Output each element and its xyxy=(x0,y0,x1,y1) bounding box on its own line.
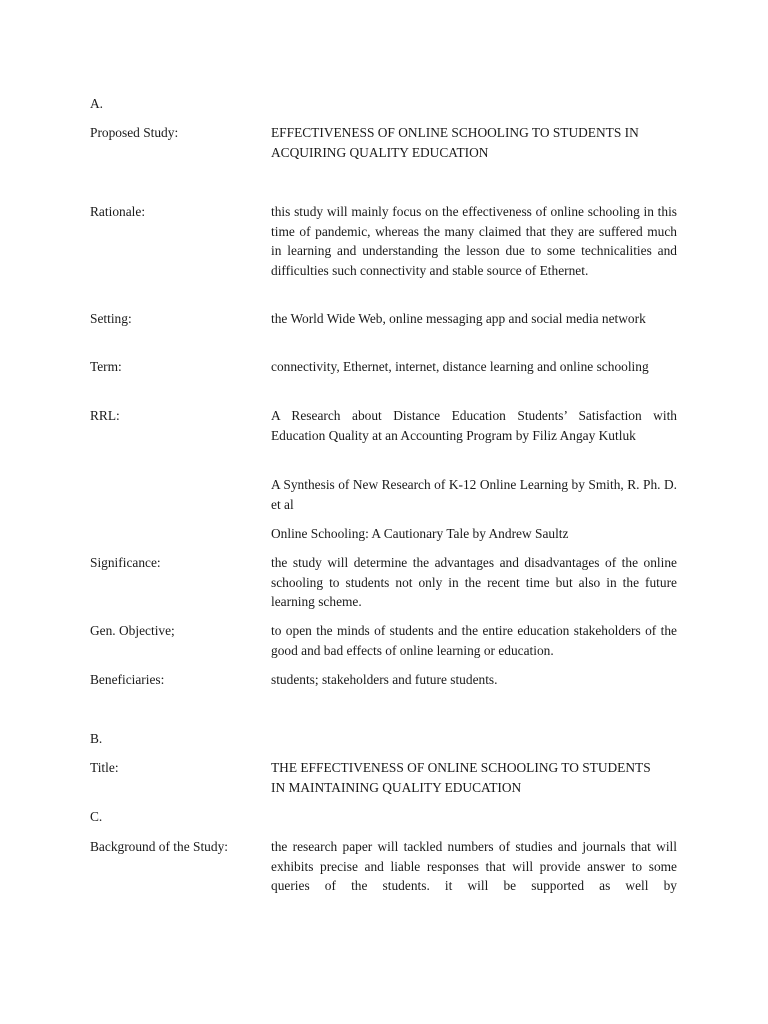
setting-label: Setting: xyxy=(90,311,132,326)
rrl-item: A Research about Distance Education Students’ Satisfaction with Education Quality at an Accounting Program by Filiz Angay Kutluk xyxy=(271,408,677,443)
term-label: Term: xyxy=(90,359,122,374)
beneficiaries-value: students; stakeholders and future students. xyxy=(271,672,498,687)
title-value: THE EFFECTIVENESS OF ONLINE SCHOOLING TO STUDENTS IN MAINTAINING QUALITY EDUCATION xyxy=(271,760,651,795)
section-b-marker: B. xyxy=(90,731,103,746)
rrl-item: Online Schooling: A Cautionary Tale by Andrew Saultz xyxy=(271,526,569,541)
rrl-label: RRL: xyxy=(90,408,120,423)
proposed-study-label: Proposed Study: xyxy=(90,125,179,140)
gen-objective-label: Gen. Objective; xyxy=(90,623,175,638)
significance-value: the study will determine the advantages and disadvantages of the online schooling to students not only in the recent time but also in the future learning scheme. xyxy=(271,555,677,610)
rrl-item: A Synthesis of New Research of K-12 Online Learning by Smith, R. Ph. D. et al xyxy=(271,477,677,512)
term-value: connectivity, Ethernet, internet, distance learning and online schooling xyxy=(271,359,649,374)
setting-value: the World Wide Web, online messaging app and social media network xyxy=(271,311,646,326)
background-value: the research paper will tackled numbers of studies and journals that will exhibits precise and liable responses that will provide answer to some queries of the students. it will be supported as well by xyxy=(271,839,677,894)
proposed-study-value: EFFECTIVENESS OF ONLINE SCHOOLING TO STUDENTS IN ACQUIRING QUALITY EDUCATION xyxy=(271,125,639,160)
title-label: Title: xyxy=(90,760,119,775)
rationale-label: Rationale: xyxy=(90,204,146,219)
section-c-marker: C. xyxy=(90,809,103,824)
gen-objective-value: to open the minds of students and the entire education stakeholders of the good and bad effects of online learning or education. xyxy=(271,623,677,658)
rationale-value: this study will mainly focus on the effectiveness of online schooling in this time of pandemic, whereas the many claimed that they are suffered much in learning and understanding the lesson due to some technicalities and difficulties such connectivity and stable source of Ethernet. xyxy=(271,204,677,278)
beneficiaries-label: Beneficiaries: xyxy=(90,672,165,687)
significance-label: Significance: xyxy=(90,555,161,570)
section-a-marker: A. xyxy=(90,96,104,111)
background-label: Background of the Study: xyxy=(90,839,228,854)
